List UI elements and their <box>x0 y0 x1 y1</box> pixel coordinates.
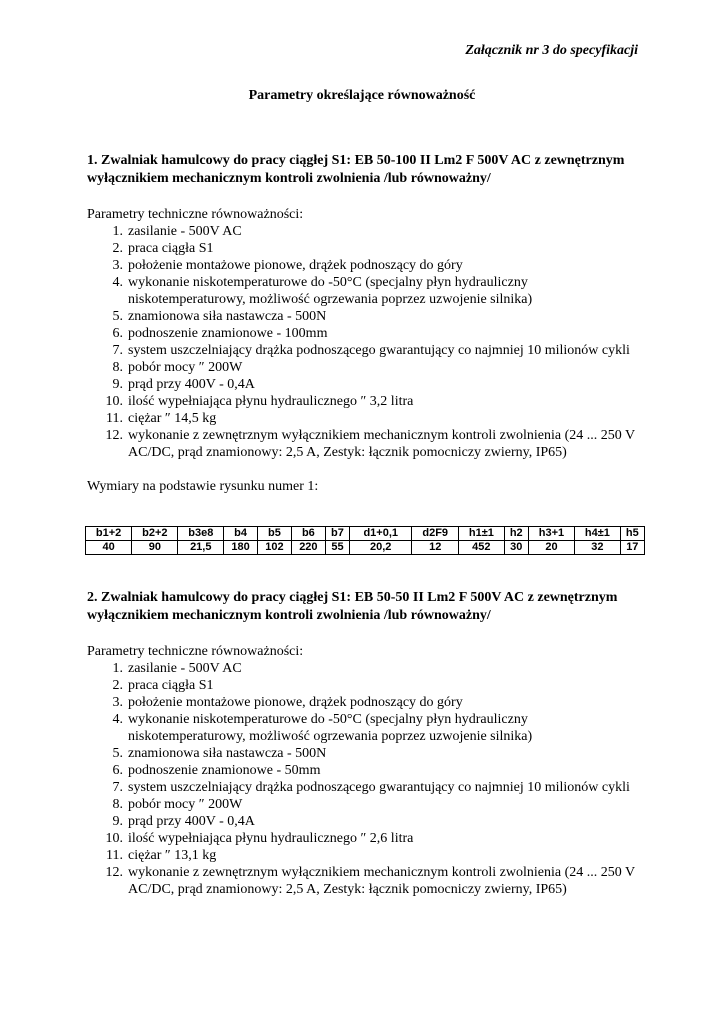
table-cell: 20,2 <box>350 541 412 555</box>
list-item <box>87 410 647 427</box>
section-1-heading: 1. Zwalniak hamulcowy do pracy ciągłej S1: EB 50-100 II Lm2 F 500V AC z zewnętrznym wyłącznikiem mechanicznym kontroli zwolnienia /lub równoważny/ <box>87 153 625 186</box>
list-item <box>87 427 647 461</box>
list-item <box>87 745 647 762</box>
list-item-number: 10. <box>105 394 123 409</box>
list-item-text: wykonanie niskotemperaturowe do -50°C (specjalny płyn hydrauliczny niskotemperaturowy, możliwość ogrzewania poprzez uzwojenie silnika) <box>128 712 533 744</box>
list-item-number: 11. <box>106 411 123 426</box>
list-item-number: 12. <box>105 865 123 880</box>
list-item <box>87 762 647 779</box>
list-item <box>87 308 647 325</box>
list-item <box>87 796 647 813</box>
list-item <box>87 240 647 257</box>
list-item-text: praca ciągła S1 <box>128 241 214 256</box>
list-item <box>87 694 647 711</box>
list-item-number: 8. <box>112 797 123 812</box>
table-header-cell: b1+2 <box>86 527 132 541</box>
list-item-number: 6. <box>112 763 123 778</box>
list-item-text: podnoszenie znamionowe - 100mm <box>128 326 328 341</box>
section-2-heading: 2. Zwalniak hamulcowy do pracy ciągłej S1: EB 50-50 II Lm2 F 500V AC z zewnętrznym wyłącznikiem mechanicznym kontroli zwolnienia /lub równoważny/ <box>87 590 618 623</box>
dimensions-label: Wymiary na podstawie rysunku numer 1: <box>87 479 319 494</box>
list-item-text: wykonanie z zewnętrznym wyłącznikiem mechanicznym kontroli zwolnienia (24 ... 250 V AC/DC, prąd znamionowy: 2,5 A, Zestyk: łącznik pomocniczy zwierny, IP65) <box>128 428 635 460</box>
table-header-cell: d2F9 <box>412 527 459 541</box>
list-item <box>87 325 647 342</box>
list-item-number: 3. <box>112 258 123 273</box>
list-item-number: 6. <box>112 326 123 341</box>
list-item-text: wykonanie niskotemperaturowe do -50°C (specjalny płyn hydrauliczny niskotemperaturowy, możliwość ogrzewania poprzez uzwojenie silnika) <box>128 275 533 307</box>
section-2 <box>87 589 647 898</box>
list-item <box>87 342 647 359</box>
list-item-text: podnoszenie znamionowe - 50mm <box>128 763 321 778</box>
list-item <box>87 677 647 694</box>
list-item <box>87 864 647 898</box>
list-item-number: 1. <box>112 224 123 239</box>
table-header-cell: b2+2 <box>132 527 178 541</box>
table-header-cell: b5 <box>258 527 292 541</box>
list-item <box>87 359 647 376</box>
list-item-number: 12. <box>105 428 123 443</box>
list-item-number: 7. <box>112 343 123 358</box>
list-item-text: wykonanie z zewnętrznym wyłącznikiem mechanicznym kontroli zwolnienia (24 ... 250 V AC/DC, prąd znamionowy: 2,5 A, Zestyk: łącznik pomocniczy zwierny, IP65) <box>128 865 635 897</box>
list-item-number: 5. <box>112 746 123 761</box>
table-header-cell: h1±1 <box>459 527 505 541</box>
table-header-cell: d1+0,1 <box>350 527 412 541</box>
table-header-cell: b7 <box>325 527 349 541</box>
list-item-number: 10. <box>105 831 123 846</box>
list-item-text: położenie montażowe pionowe, drążek podnoszący do góry <box>128 695 463 710</box>
list-item-text: pobór mocy ″ 200W <box>128 360 243 375</box>
list-item-text: znamionowa siła nastawcza - 500N <box>128 309 327 324</box>
list-item-text: ciężar ″ 13,1 kg <box>128 848 217 863</box>
document-title: Parametry określające równoważność <box>248 88 476 103</box>
list-item <box>87 257 647 274</box>
list-item-text: zasilanie - 500V AC <box>128 661 242 676</box>
table-header-cell: b6 <box>291 527 325 541</box>
list-item-text: system uszczelniający drążka podnoszącego gwarantujący co najmniej 10 milionów cykli <box>128 343 630 358</box>
list-item-text: system uszczelniający drążka podnoszącego gwarantujący co najmniej 10 milionów cykli <box>128 780 630 795</box>
table-cell: 220 <box>291 541 325 555</box>
section-2-params-intro: Parametry techniczne równoważności: <box>87 644 304 659</box>
list-item-number: 8. <box>112 360 123 375</box>
list-item-number: 9. <box>112 814 123 829</box>
list-item <box>87 779 647 796</box>
table-header-cell: h4±1 <box>575 527 621 541</box>
annex-label: Załącznik nr 3 do specyfikacji <box>465 43 638 58</box>
section-1-param-list <box>87 223 647 461</box>
list-item-number: 2. <box>112 241 123 256</box>
table-cell: 17 <box>620 541 644 555</box>
table-row <box>86 541 645 555</box>
list-item-number: 3. <box>112 695 123 710</box>
section-1-params-intro: Parametry techniczne równoważności: <box>87 207 304 222</box>
table-header-cell: b3e8 <box>178 527 224 541</box>
table-cell: 90 <box>132 541 178 555</box>
list-item <box>87 847 647 864</box>
list-item-text: ciężar ″ 14,5 kg <box>128 411 217 426</box>
table-cell: 32 <box>575 541 621 555</box>
table-cell: 30 <box>504 541 528 555</box>
table-cell: 21,5 <box>178 541 224 555</box>
table-cell: 12 <box>412 541 459 555</box>
list-item <box>87 393 647 410</box>
table-cell: 102 <box>258 541 292 555</box>
table-header-cell: h5 <box>620 527 644 541</box>
list-item <box>87 223 647 240</box>
table-header-cell: h3+1 <box>528 527 574 541</box>
list-item-number: 2. <box>112 678 123 693</box>
section-1 <box>87 152 647 495</box>
dimensions-table <box>85 526 645 555</box>
list-item-number: 9. <box>112 377 123 392</box>
list-item-text: prąd przy 400V - 0,4A <box>128 814 255 829</box>
table-header-cell: b4 <box>224 527 258 541</box>
list-item <box>87 376 647 393</box>
list-item <box>87 830 647 847</box>
table-cell: 180 <box>224 541 258 555</box>
list-item-number: 4. <box>112 275 123 290</box>
list-item-number: 11. <box>106 848 123 863</box>
list-item <box>87 813 647 830</box>
list-item-text: znamionowa siła nastawcza - 500N <box>128 746 327 761</box>
list-item-text: ilość wypełniająca płynu hydraulicznego ″ 3,2 litra <box>128 394 414 409</box>
list-item-number: 5. <box>112 309 123 324</box>
table-header-cell: h2 <box>504 527 528 541</box>
list-item-number: 4. <box>112 712 123 727</box>
list-item-text: ilość wypełniająca płynu hydraulicznego ″ 2,6 litra <box>128 831 414 846</box>
list-item-number: 1. <box>112 661 123 676</box>
list-item-text: pobór mocy ″ 200W <box>128 797 243 812</box>
table-cell: 40 <box>86 541 132 555</box>
list-item-number: 7. <box>112 780 123 795</box>
list-item <box>87 711 647 745</box>
section-2-param-list <box>87 660 647 898</box>
list-item <box>87 660 647 677</box>
table-cell: 55 <box>325 541 349 555</box>
table-cell: 20 <box>528 541 574 555</box>
list-item-text: zasilanie - 500V AC <box>128 224 242 239</box>
list-item <box>87 274 647 308</box>
list-item-text: praca ciągła S1 <box>128 678 214 693</box>
list-item-text: prąd przy 400V - 0,4A <box>128 377 255 392</box>
table-cell: 452 <box>459 541 505 555</box>
list-item-text: położenie montażowe pionowe, drążek podnoszący do góry <box>128 258 463 273</box>
table-header-row <box>86 527 645 541</box>
